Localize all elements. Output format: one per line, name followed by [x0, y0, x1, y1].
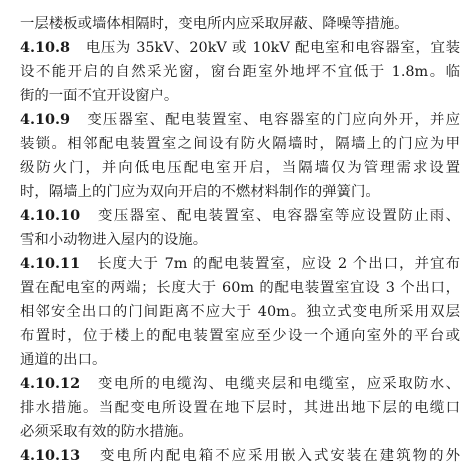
- clause-text: 一层楼板或墙体相隔时，变电所内应采取屏蔽、降噪等措施。: [20, 16, 409, 32]
- clause-text: 置在配电室的两端；长度大于 60m 的配电装置室宜设 3 个出口，: [20, 280, 460, 296]
- text-line: [20, 324, 460, 348]
- clause-text: 布置时，位于楼上的配电装置室应至少设一个通向室外的平台或: [20, 328, 460, 344]
- clause-number: 4.10.11: [20, 255, 81, 272]
- text-line: [20, 348, 460, 372]
- text-line: [20, 444, 460, 468]
- clause-text: 级防火门，并向低电压配电室开启，当隔墙仅为管理需求设置: [20, 160, 460, 176]
- clause-number: 4.10.13: [20, 447, 81, 464]
- clause-text: 雪和小动物进入屋内的设施。: [20, 232, 208, 248]
- clause-text: 电压为 35kV、20kV 或 10kV 配电室和电容器室，宜装: [85, 40, 460, 56]
- text-line: [20, 252, 460, 276]
- clause-text: 变压器室、配电装置室、电容器室等应设置防止雨、: [98, 208, 460, 224]
- text-line: [20, 108, 460, 132]
- text-line: [20, 132, 460, 156]
- text-line: [20, 156, 460, 180]
- text-line: [20, 204, 460, 228]
- text-line: [20, 420, 460, 444]
- clause-text: 设不能开启的自然采光窗，窗台距室外地坪不宜低于 1.8m。临: [20, 64, 460, 80]
- text-line: [20, 12, 460, 36]
- clause-text: 长度大于 7m 的配电装置室，应设 2 个出口，并宜布: [97, 256, 460, 272]
- text-line: [20, 276, 460, 300]
- text-line: [20, 372, 460, 396]
- clause-text: 相邻安全出口的门间距离不应大于 40m。独立式变电所采用双层: [20, 304, 460, 320]
- clause-text: 必须采取有效的防水措施。: [20, 424, 193, 440]
- text-line: [20, 228, 460, 252]
- clause-number: 4.10.9: [20, 111, 71, 128]
- clause-number: 4.10.8: [20, 39, 71, 56]
- clause-text: 变电所的电缆沟、电缆夹层和电缆室，应采取防水、: [98, 376, 460, 392]
- clause-text: 通道的出口。: [20, 352, 107, 368]
- text-line: [20, 396, 460, 420]
- clause-text: 排水措施。当配变电所设置在地下层时，其进出地下层的电缆口: [20, 400, 460, 416]
- clause-text: 时，隔墙上的门应为双向开启的不燃材料制作的弹簧门。: [20, 184, 380, 200]
- clause-text: 变压器室、配电装置室、电容器室的门应向外开，并应: [87, 112, 460, 128]
- clause-number: 4.10.12: [20, 375, 81, 392]
- text-line: [20, 84, 460, 108]
- clause-text: 变电所内配电箱不应采用嵌入式安装在建筑物的外: [100, 448, 460, 464]
- text-line: [20, 36, 460, 60]
- clause-text: 街的一面不宜开设窗户。: [20, 88, 179, 104]
- clause-number: 4.10.10: [20, 207, 81, 224]
- text-line: [20, 300, 460, 324]
- text-line: [20, 60, 460, 84]
- clause-text: 装锁。相邻配电装置室之间设有防火隔墙时，隔墙上的门应为甲: [20, 136, 460, 152]
- text-line: [20, 180, 460, 204]
